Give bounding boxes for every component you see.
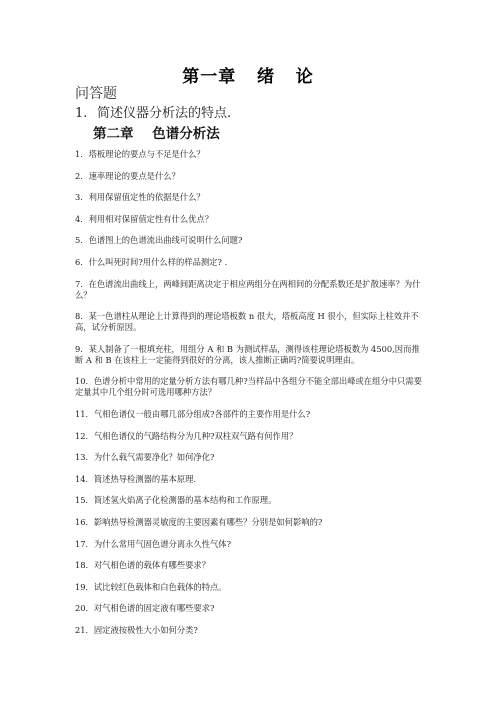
list-item: 11．气相色谱仪一般由哪几部分组成?各部件的主要作用是什么? bbox=[75, 408, 311, 419]
list-item: 15．简述氢火焰离子化检测器的基本结构和工作原理。 bbox=[75, 495, 277, 506]
question-list bbox=[75, 149, 425, 646]
chapter1-title: 第一章 绪 论 bbox=[182, 67, 314, 87]
list-item: 17．为什么常用气固色谱分离永久性气体? bbox=[75, 538, 232, 549]
list-item: 4．利用相对保留值定性有什么优点？ bbox=[75, 213, 214, 224]
list-item: 2．速率理论的要点是什么？ bbox=[75, 170, 180, 181]
list-item: 18．对气相色谱的载体有哪些要求？ bbox=[75, 560, 211, 571]
list-item: 8．某一色谱柱从理论上计算得到的理论塔板数 n 很大，塔板高度 H 很小，但实际上柱效并不高，试分析原因。 bbox=[75, 311, 419, 333]
chapter2-title: 第二章 色谱分析法 bbox=[93, 126, 220, 142]
list-item: 7．在色谱流出曲线上，两峰间距离决定于相应两组分在两相间的分配系数还是扩散速率？为什么？ bbox=[75, 278, 421, 300]
list-item: 20．对气相色谱的固定液有哪些要求? bbox=[75, 603, 215, 614]
list-item: 13．为什么载气需要净化？如何净化? bbox=[75, 452, 215, 463]
list-item: 16．影响热导检测器灵敏度的主要因素有哪些？分别是如何影响的? bbox=[75, 516, 323, 527]
list-item: 9．某人制备了一根填充柱，用组分 A 和 B 为测试样品，测得该柱理论塔板数为 4500,因而推断 A 和 B 在该柱上一定能得到很好的分离，该人推断正确吗?简要说明理由。 bbox=[75, 343, 420, 365]
list-item: 3．利用保留值定性的依据是什么？ bbox=[75, 192, 205, 203]
question-text: 简述仪器分析法的特点. bbox=[97, 106, 232, 121]
list-item: 19．试比较红色载体和白色载体的特点。 bbox=[75, 581, 227, 592]
list-item: 6．什么叫死时间?用什么样的样品测定? . bbox=[75, 256, 228, 267]
list-item: 10．色谱分析中常用的定量分析方法有哪几种?当样品中各组分不能全部出峰或在组分中只需要定量其中几个组分时可选用哪种方法？ bbox=[75, 376, 422, 398]
question-number: 1. bbox=[75, 106, 88, 121]
list-item: 12．气相色谱仪的气路结构分为几种?双柱双气路有何作用？ bbox=[75, 430, 298, 441]
list-item: 1．塔板理论的要点与不足是什么？ bbox=[75, 149, 205, 159]
section-heading: 问答题 bbox=[75, 86, 117, 102]
list-item: 5．色谱图上的色谱流出曲线可说明什么问题? bbox=[75, 235, 243, 246]
chapter1-question bbox=[75, 102, 231, 121]
list-item: 14．简述热导检测器的基本原理. bbox=[75, 473, 197, 484]
list-item: 21．固定液按极性大小如何分类? bbox=[75, 624, 198, 635]
